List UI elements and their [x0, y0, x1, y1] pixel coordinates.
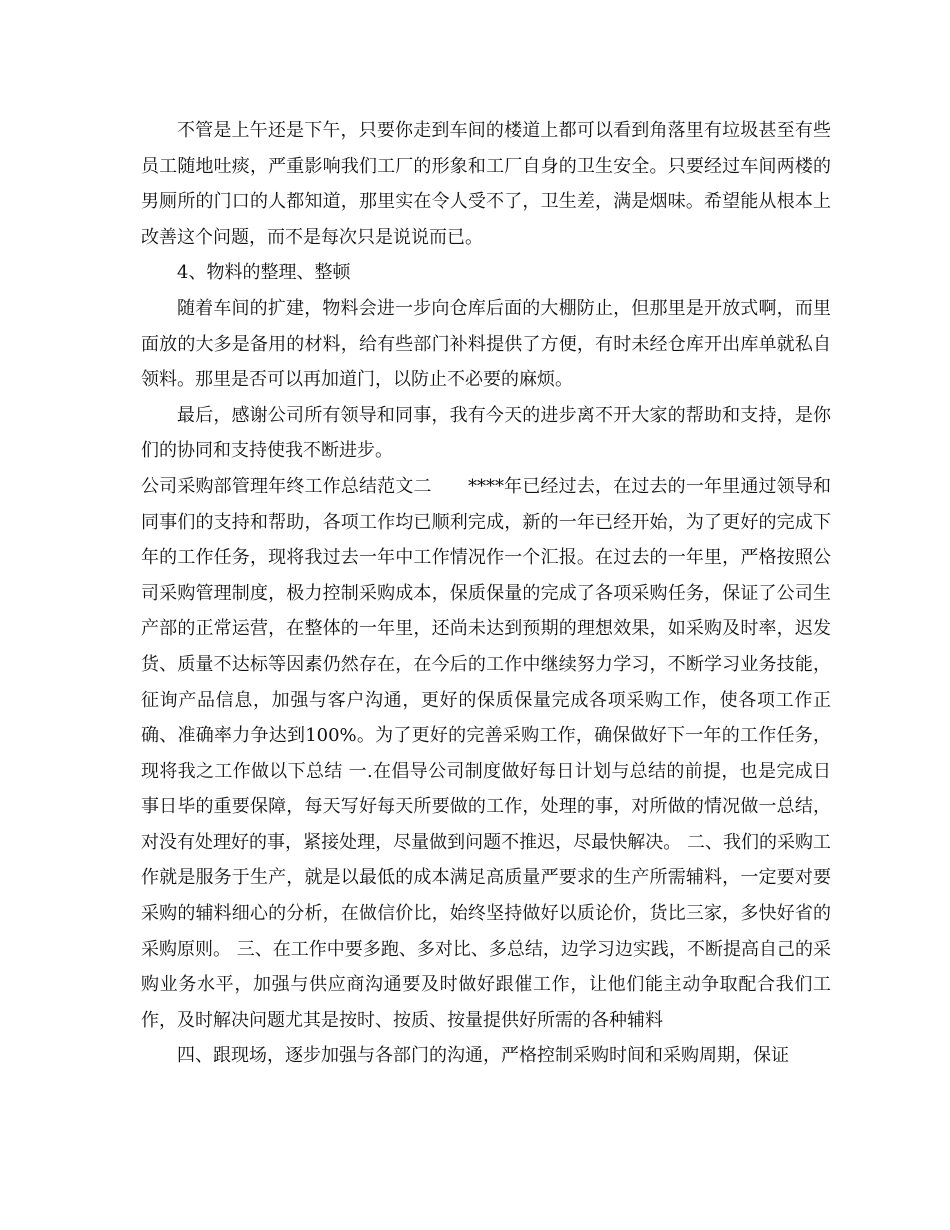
paragraph-thanks: 最后，感谢公司所有领导和同事，我有今天的进步离不开大家的帮助和支持，是你们的协同和支持使我不断进步。 — [141, 404, 831, 462]
paragraph-materials: 随着车间的扩建，物料会进一步向仓库后面的大棚防止，但那里是开放式啊，而里面放的大多是备用的材料，给有些部门补料提供了方便，有时未经仓库开出库单就私自领料。那里是否可以再加道门，以防止不必要的麻烦。 — [141, 297, 831, 391]
section-heading-materials: 4、物料的整理、整顿 — [177, 262, 351, 284]
paragraph-point-four: 四、跟现场，逐步加强与各部门的沟通，严格控制采购时间和采购周期，保证 — [177, 1045, 789, 1067]
paragraph-sanitation: 不管是上午还是下午，只要你走到车间的楼道上都可以看到角落里有垃圾甚至有些员工随地吐痰，严重影响我们工厂的形象和工厂自身的卫生安全。只要经过车间两楼的男厕所的门口的人都知道，那里实在令人受不了，卫生差，满是烟味。希望能从根本上改善这个问题，而不是每次只是说说而已。 — [141, 120, 831, 248]
document-body — [141, 113, 831, 1074]
paragraph-summary-two: 公司采购部管理年终工作总结范文二 ****年已经过去，在过去的一年里通过领导和同事们的支持和帮助，各项工作均已顺利完成，新的一年已经开始，为了更好的完成下年的工作任务，现将我过去一年中工作情况作一个汇报。在过去的一年里，严格按照公司采购管理制度，极力控制采购成本，保质保量的完成了各项采购任务，保证了公司生产部的正常运营，在整体的一年里，还尚未达到预期的理想效果，如采购及时率，迟发货、质量不达标等因素仍然存在，在今后的工作中继续努力学习，不断学习业务技能，征询产品信息，加强与客户沟通，更好的保质保量完成各项采购工作，使各项工作正确、准确率力争达到100%。为了更好的完善采购工作，确保做好下一年的工作任务，现将我之工作做以下总结 一.在倡导公司制度做好每日计划与总结的前提，也是完成日事日毕的重要保障，每天写好每天所要做的工作，处理的事，对所做的情况做一总结，对没有处理好的事，紧接处理，尽量做到问题不推迟，尽最快解决。 二、我们的采购工作就是服务于生产，就是以最低的成本满足高质量严要求的生产所需辅料，一定要对要采购的辅料细心的分析，在做信价比，始终坚持做好以质论价，货比三家，多快好省的采购原则。 三、在工作中要多跑、多对比、多总结，边学习边实践，不断提高自己的采购业务水平，加强与供应商沟通要及时做好跟催工作，让他们能主动争取配合我们工作，及时解决问题尤其是按时、按质、按量提供好所需的各种辅料 — [141, 475, 831, 1031]
